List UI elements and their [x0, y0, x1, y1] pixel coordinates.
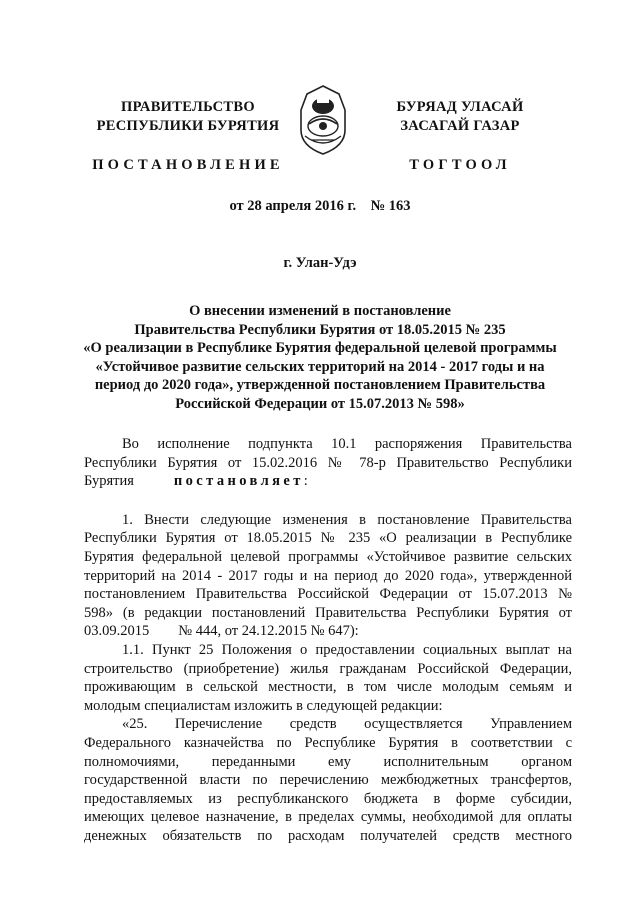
title-line: Правительства Республики Бурятия от 18.05.2015 № 235 — [134, 321, 506, 338]
body-line: Федерального казначейства по Республике Бурятия в соответствии с — [84, 734, 572, 751]
body-text: 03.09.2015 № 444, от 24.12.2015 № 647): — [84, 623, 359, 640]
body-text: Бурятия — [84, 473, 134, 490]
title-line: «О реализации в Республике Бурятия федеральной целевой программы — [83, 340, 557, 356]
body-line: имеющих целевое назначение, в пределах суммы, необходимой для оплаты — [84, 809, 572, 826]
body-line: 1.1. Пункт 25 Положения о предоставлении социальных выплат на — [122, 641, 572, 658]
header-right-doc-type: ТОГТООЛ — [409, 157, 511, 173]
body-line: Республики Бурятия от 15.02.2016 № 78-р Правительство Республики — [84, 454, 572, 471]
resolves-word: постановляет — [173, 473, 304, 490]
body-line: Республики Бурятия от 18.05.2015 № 235 «О реализации в Республике — [84, 530, 572, 547]
title-line: период до 2020 года», утвержденной постановлением Правительства — [94, 377, 546, 393]
header-left — [88, 98, 288, 175]
body-line: Бурятия федеральной целевой программы «Устойчивое развитие сельских — [84, 548, 572, 565]
body-text: : — [303, 473, 308, 490]
body-line: «25. Перечисление средств осуществляется Управлением — [122, 716, 572, 733]
body-line: территорий на 2014 - 2017 годы и на период до 2020 года», утвержденной — [84, 567, 572, 584]
document-title — [80, 302, 560, 413]
document-city: г. Улан-Удэ — [283, 255, 357, 271]
header-right-line1: БУРЯАД УЛАСАЙ — [396, 99, 524, 115]
header-right-line2: ЗАСАГАЙ ГАЗАР — [400, 118, 520, 134]
title-line: О внесении изменений в постановление — [189, 303, 451, 319]
body-line: 598» (в редакции постановлений Правительства Республики Бурятия от — [84, 604, 572, 621]
header-left-line1: ПРАВИТЕЛЬСТВО — [121, 99, 255, 115]
body-line — [84, 622, 572, 641]
header-left-line2: РЕСПУБЛИКИ БУРЯТИЯ — [96, 118, 280, 134]
body-line: денежных обязательств по расходам получателей средств местного — [84, 827, 572, 844]
body-line: молодым специалистам изложить в следующей редакции: — [84, 697, 443, 714]
body-line: предоставляемых из республиканского бюджета в форме субсидии, — [84, 790, 572, 807]
document-date-number: от 28 апреля 2016 г. № 163 — [229, 198, 411, 214]
header-left-doc-type: ПОСТАНОВЛЕНИЕ — [92, 157, 284, 173]
body-line: полномочиями, переданными ему исполнительным органом — [84, 753, 572, 770]
body-line: Во исполнение подпункта 10.1 распоряжения Правительства — [122, 436, 572, 452]
body-line: государственной власти по перечислению межбюджетных трансфертов, — [84, 772, 572, 789]
body-line: 1. Внести следующие изменения в постановление Правительства — [122, 511, 572, 528]
coat-of-arms-icon — [295, 84, 351, 156]
body-line: постановлением Правительства Российской Федерации от 15.07.2013 № — [84, 586, 572, 603]
document-body — [84, 435, 572, 845]
header-right — [375, 98, 545, 175]
body-line: проживающим в сельской местности, в том числе молодым семьям и — [84, 679, 572, 696]
title-line: Российской Федерации от 15.07.2013 № 598» — [175, 395, 465, 412]
body-line-resolves — [84, 472, 572, 491]
title-line: «Устойчивое развитие сельских территорий на 2014 - 2017 годы и на — [95, 358, 545, 375]
body-line: строительство (приобретение) жилья гражданам Российской Федерации, — [84, 660, 572, 677]
